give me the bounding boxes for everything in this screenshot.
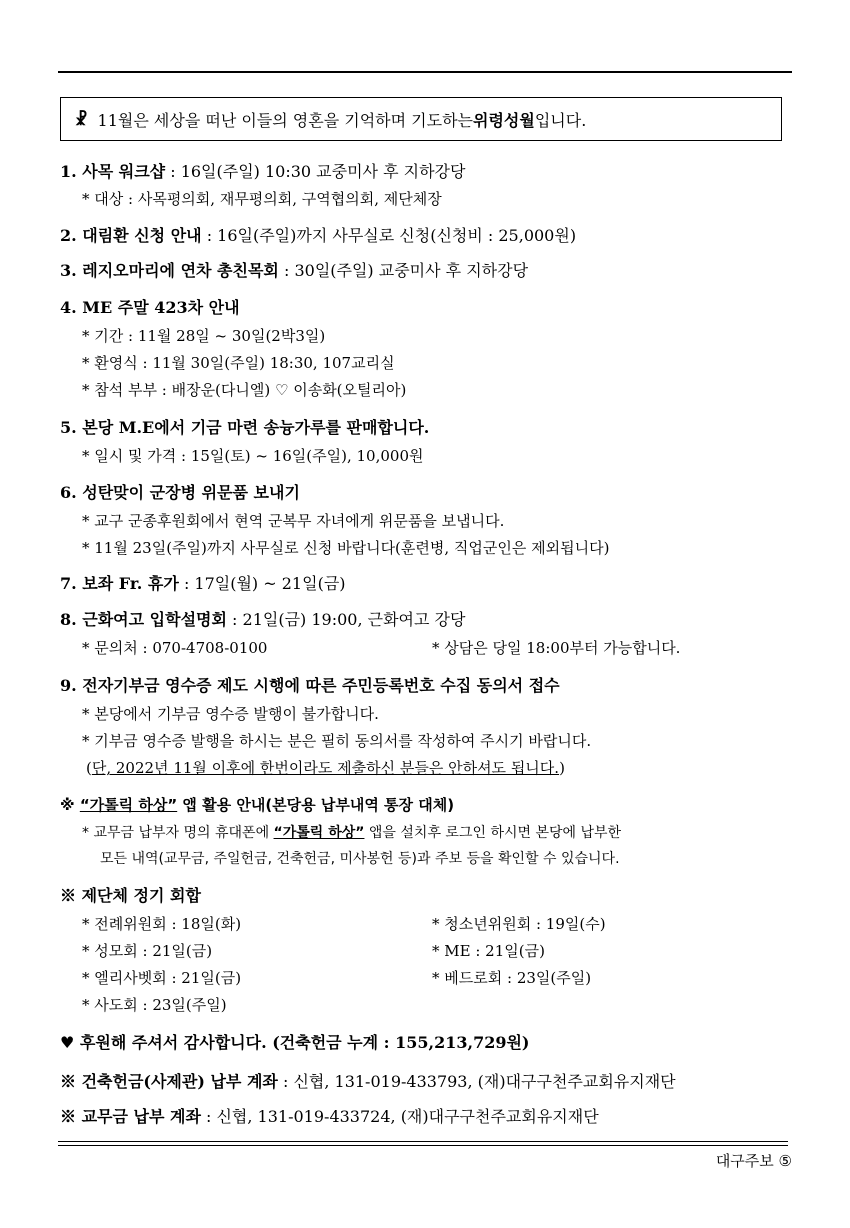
meeting-left-4: * 사도회 : 23일(주일) xyxy=(82,996,227,1014)
chi-rho-icon: ☧ xyxy=(75,109,88,129)
top-rule xyxy=(58,71,792,73)
item-5: 5. 본당 M.E에서 기금 마련 송늉가루를 판매합니다. xyxy=(60,418,430,437)
app-line-2: 모든 내역(교무금, 주일헌금, 건축헌금, 미사봉헌 등)과 주보 등을 확인할 수 있습니다. xyxy=(100,851,620,867)
bottom-double-rule xyxy=(58,1141,788,1146)
item-8-sub-right: * 상담은 당일 18:00부터 가능합니다. xyxy=(432,639,681,657)
app-heading: ※ “가톨릭 하상” 앱 활용 안내(본당용 납부내역 통장 대체) xyxy=(60,796,455,814)
notice-box xyxy=(60,97,782,141)
account-building: ※ 건축헌금(사제관) 납부 계좌 : 신협, 131-019-433793, (재)대구구천주교회유지재단 xyxy=(60,1072,676,1091)
page-footer: 대구주보 ⑤ xyxy=(715,1152,792,1170)
item-5-sub: * 일시 및 가격 : 15일(토) ~ 16일(주일), 10,000원 xyxy=(82,447,424,465)
item-1-sub: * 대상 : 사목평의회, 재무평의회, 구역협의회, 제단체장 xyxy=(82,190,442,208)
meeting-right-3: * 베드로회 : 23일(주일) xyxy=(432,969,592,987)
meetings-heading: ※ 제단체 정기 회합 xyxy=(60,886,201,905)
item-7: 7. 보좌 Fr. 휴가 : 17일(월) ~ 21일(금) xyxy=(60,574,346,593)
notice-text-before: 11월은 세상을 떠난 이들의 영혼을 기억하며 기도하는 xyxy=(97,110,473,130)
item-9-sub-1: * 본당에서 기부금 영수증 발행이 불가합니다. xyxy=(82,705,379,723)
account-dues: ※ 교무금 납부 계좌 : 신협, 131-019-433724, (재)대구구천주교회유지재단 xyxy=(60,1107,599,1126)
item-4-sub-3: * 참석 부부 : 배장운(다니엘) ♡ 이송화(오틸리아) xyxy=(82,381,407,399)
notice-text-bold: 위령성월 xyxy=(473,110,535,130)
item-6: 6. 성탄맞이 군장병 위문품 보내기 xyxy=(60,483,300,502)
item-1: 1. 사목 워크샵 : 16일(주일) 10:30 교중미사 후 지하강당 xyxy=(60,162,466,181)
meeting-left-2: * 성모회 : 21일(금) xyxy=(82,942,213,960)
item-6-sub-2: * 11월 23일(주일)까지 사무실로 신청 바랍니다(훈련병, 직업군인은 제외됩니다) xyxy=(82,539,610,557)
meeting-left-1: * 전례위원회 : 18일(화) xyxy=(82,915,242,933)
item-8: 8. 근화여고 입학설명회 : 21일(금) 19:00, 근화여고 강당 xyxy=(60,610,466,629)
item-8-sub-left: * 문의처 : 070-4708-0100 xyxy=(82,639,268,657)
item-2: 2. 대림환 신청 안내 : 16일(주일)까지 사무실로 신청(신청비 : 25,000원) xyxy=(60,226,577,245)
item-9-note: (단, 2022년 11월 이후에 한번이라도 제출하신 분들은 안하셔도 됩니다.) xyxy=(86,759,565,777)
notice-text-after: 입니다. xyxy=(534,110,587,130)
thanks-line: ♥ 후원해 주셔서 감사합니다. (건축헌금 누계 : 155,213,729원) xyxy=(60,1033,530,1052)
item-3: 3. 레지오마리에 연차 총친목회 : 30일(주일) 교중미사 후 지하강당 xyxy=(60,261,529,280)
item-4-sub-1: * 기간 : 11월 28일 ~ 30일(2박3일) xyxy=(82,327,326,345)
item-4-sub-2: * 환영식 : 11월 30일(주일) 18:30, 107교리실 xyxy=(82,354,395,372)
meeting-left-3: * 엘리사벳회 : 21일(금) xyxy=(82,969,242,987)
item-9-sub-2: * 기부금 영수증 발행을 하시는 분은 필히 동의서를 작성하여 주시기 바랍니다. xyxy=(82,732,592,750)
meeting-right-1: * 청소년위원회 : 19일(수) xyxy=(432,915,606,933)
item-6-sub-1: * 교구 군종후원회에서 현역 군복무 자녀에게 위문품을 보냅니다. xyxy=(82,512,505,530)
item-9: 9. 전자기부금 영수증 제도 시행에 따른 주민등록번호 수집 동의서 접수 xyxy=(60,676,560,695)
meeting-right-2: * ME : 21일(금) xyxy=(432,942,545,960)
app-line-1: * 교무금 납부자 명의 휴대폰에 “가톨릭 하상” 앱을 설치후 로그인 하시면 본당에 납부한 xyxy=(82,825,622,841)
item-4: 4. ME 주말 423차 안내 xyxy=(60,298,240,317)
